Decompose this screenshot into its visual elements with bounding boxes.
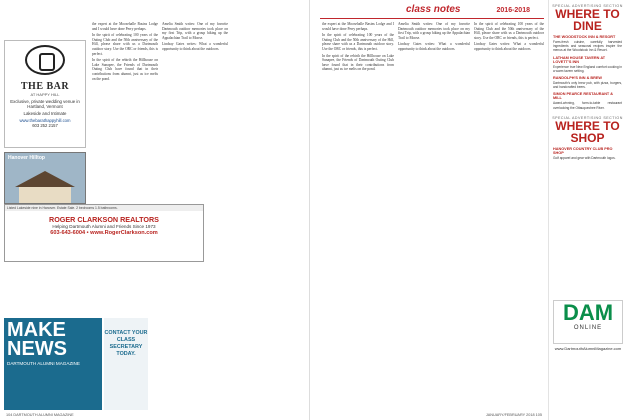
right-page xyxy=(316,0,626,420)
ad-bar-url[interactable]: www.thebarathappyhill.com xyxy=(19,118,71,123)
ad-bar-sub: AT HAPPY HILL xyxy=(30,92,60,97)
sidebar-item-1-body: Experience true New England comfort cooking in a warm tavern setting. xyxy=(553,64,622,73)
ad-house-title: Hanover Hilltop xyxy=(8,155,45,161)
dam-online-logo[interactable] xyxy=(553,300,623,344)
sidebar-title-dine: DINE xyxy=(573,19,602,33)
right-col-2 xyxy=(398,22,470,412)
right-col3-p1: In the spirit of celebrating 100 years of the Outing Club and the 50th anniversary of the Hill, please share with us a Dartmouth outdoor story. Use the ORC or friends, this is perfect. xyxy=(474,22,544,40)
sidebar-title-shop: SHOP xyxy=(570,130,605,145)
left-col2-p1: Amelia Smith writes: One of my favorite Dartmouth outdoor memories took place on my first Trip, with a group hiking up the Appalachian Trail to Moose. xyxy=(162,22,228,40)
sidebar-kicker-2: SPECIAL ADVERTISING SECTION xyxy=(552,115,623,120)
right-col-3 xyxy=(474,22,544,412)
house-roof-shape xyxy=(15,171,75,187)
right-col2-p2: Lindsay Gates writes: What a wonderful opportunity to think about the outdoors. xyxy=(398,42,470,51)
right-col2-p1: Amelia Smith writes: One of my favorite Dartmouth outdoor memories took place on my first Trip, with a group hiking up the Appalachian Trail to Moose. xyxy=(398,22,470,40)
ad-clarkson-phone[interactable]: 603-643-6004 • www.RogerClarkson.com xyxy=(50,230,158,236)
right-col3-p2: Lindsay Gates writes: What a wonderful opportunity to think about the outdoors. xyxy=(474,42,544,51)
house-wall-shape xyxy=(19,187,71,204)
ad-clarkson[interactable] xyxy=(4,204,204,262)
ad-house-photo xyxy=(4,152,86,204)
ad-contact-secretary[interactable] xyxy=(104,318,148,410)
sidebar-item-2-body: Dartmouth's only brew pub, with pizza, burgers, and handcrafted beers. xyxy=(553,81,622,90)
ad-make-sub: DARTMOUTH ALUMNI MAGAZINE xyxy=(7,361,80,366)
dam-wordmark: DAM xyxy=(562,300,614,325)
ad-clarkson-caption: Listed Lakeside nine in Hanover. Estate Sale. 2 bedrooms 1.5 bathrooms. xyxy=(5,205,203,211)
sidebar-item-3-body: Award-winning, farm-to-table restaurant overlooking the Ottauquechee River. xyxy=(553,101,622,110)
ad-clarkson-line: Helping Dartmouth Alumni and Friends Since 1973 xyxy=(52,224,156,229)
ad-bar-phone: 603 252 2157 xyxy=(32,123,58,128)
right-col1-p2: In the spirit of celebrating 100 years of the Outing Club and the 50th anniversary of the Hill, please share with us a Dartmouth outdoor story. Use the ORC or friends, this is perfect. xyxy=(322,33,394,51)
left-col1-p2: In the spirit of celebrating 100 years of the Outing Club and the 50th anniversary of the Hill, please share with us a Dartmouth outdoor story. Use the ORC or friends, this is perfect. xyxy=(92,33,158,56)
left-col-2 xyxy=(162,22,228,312)
sidebar-item-4-body: Golf apparel and gear with Dartmouth logos. xyxy=(553,155,616,160)
sidebar-item-0-head[interactable]: THE WOODSTOCK INN & RESORT xyxy=(553,35,616,39)
left-col1-p1: the expert at the Moosehalle Basins Lodge and I would have done Perry perhaps. xyxy=(92,22,158,31)
right-col-1 xyxy=(322,22,394,412)
left-col2-p2: Lindsay Gates writes: What a wonderful opportunity to think about the outdoors. xyxy=(162,42,228,51)
ad-clarkson-name: ROGER CLARKSON REALTORS xyxy=(49,215,159,224)
section-header: class notes xyxy=(406,4,461,15)
ad-bar-brand: THE BAR xyxy=(20,81,70,92)
dam-url[interactable]: www.DartmouthAlumniMagazine.com xyxy=(554,346,622,351)
sidebar-item-4-head[interactable]: HANOVER COUNTRY CLUB PRO SHOP xyxy=(553,146,613,155)
sidebar-item-1-head[interactable]: LATHAM HOUSE TAVERN AT LOVETT'S INN xyxy=(553,55,606,64)
sidebar-kicker: SPECIAL ADVERTISING SECTION xyxy=(552,4,623,8)
bar-logo-icon xyxy=(25,45,65,75)
advertising-sidebar xyxy=(548,0,626,420)
sidebar-title-where-to-2: WHERE TO xyxy=(555,118,620,133)
right-col1-p1: the expert at the Moosehalle Basins Lodge and I would have done Perry perhaps. xyxy=(322,22,394,31)
folio-right: JANUARY/FEBRUARY 2018 105 xyxy=(485,413,542,417)
sidebar-item-3-head[interactable]: SIMON PEARCE RESTAURANT & MILL xyxy=(553,92,614,101)
sidebar-title-where-to: WHERE TO xyxy=(555,7,620,21)
left-col-1 xyxy=(92,22,158,312)
left-col1-p3: In the spirit of the rebirth the Hillhouse on Lake Sunapee, the Friends of Dartmouth Outing Club have found that in their contributions from alumni, just as ice melts on the pond. xyxy=(92,58,158,81)
ad-bar-contact: Lakeside and Intimate xyxy=(23,111,67,116)
folio-left: 104 DARTMOUTH ALUMNI MAGAZINE xyxy=(6,413,74,417)
right-col1-p3: In the spirit of the rebirth the Hillhouse on Lake Sunapee, the Friends of Dartmouth Outing Club have found that in their contributions from alumni, just as ice melts on the pond. xyxy=(322,53,394,72)
ad-make-news[interactable] xyxy=(4,318,102,410)
online-wordmark: ONLINE xyxy=(573,325,603,331)
ad-secretary-text: CONTACT YOUR CLASS SECRETARY TODAY. xyxy=(104,330,148,357)
sidebar-item-2-head[interactable]: RANDOLPH'S INN & BREW xyxy=(553,76,602,81)
header-rule xyxy=(320,18,544,19)
ad-the-bar[interactable] xyxy=(4,40,86,148)
ad-bar-text: Exclusive, private wedding venue in Hartland, Vermont xyxy=(10,99,80,109)
ad-make-big2: NEWS xyxy=(7,338,67,360)
sidebar-item-0-body: Farm-fresh cuisine, carefully harvested ingredients and seasonal recipes inspire the menus at the Woodstock Inn & Resort. xyxy=(553,40,622,53)
ad-make-big1: MAKE xyxy=(7,319,66,341)
section-year-range: 2016-2018 xyxy=(496,7,530,14)
left-page xyxy=(0,0,310,420)
